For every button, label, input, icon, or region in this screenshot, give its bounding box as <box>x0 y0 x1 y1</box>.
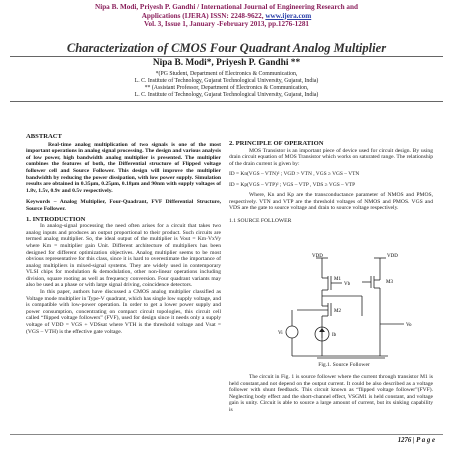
circuit-m2: M2 <box>334 309 341 314</box>
principle-text: MOS Transistor is an important piece of device used for circuit design. By using drain circuit equation of MOS Transistor which works on saturated range. The relationship of the drain current is given by: <box>229 147 433 167</box>
paper-authors: Nipa B. Modi*, Priyesh P. Gandhi ** <box>152 58 301 68</box>
source-follower-heading: 1.1 SOURCE FOLLOWER <box>229 217 292 224</box>
where-text: Where, Kn and Kp are the transconductance parameter of NMOS and PMOS, respectively. VTN and VTP are the threshold voltages of NMOS and PMOS. VGS and VDS are the gate to source voltage and drain to source voltage respectively. <box>229 192 433 212</box>
source-follower-body: The circuit in Fig. 1 is source follower where the current through transistor M1 is held constant,and not depend on the output current. It could be also described as a voltage follower with shunt feedback. This circuit known as “flipped voltage follower”(FVF). Neglecting body effect and the short-channel effect, VSGM1 is held constant, and voltage gain is unity. Circuit is able to source a large amount of current, but its sinking capability is <box>229 374 433 413</box>
introduction-heading: 1. INTRODUCTION <box>26 215 86 223</box>
right-column-bottom <box>229 374 433 414</box>
abstract-heading: ABSTRACT <box>26 133 62 140</box>
equation-1: ID = Kn(VGS – VTN)² ; VGD > VTN , VGS ≥ VGS – VTN <box>229 171 360 178</box>
left-column <box>26 134 221 335</box>
affiliation-3: ** (Assistant Professor, Department of Electronics & Communication, <box>144 85 309 91</box>
current-arrow-icon <box>319 328 325 332</box>
journal-header <box>30 3 423 29</box>
footer-divider <box>10 434 443 435</box>
circuit-m3: M3 <box>386 280 393 285</box>
affiliation-1: *(PG Student, Department of Electronics & Communication, <box>155 71 298 77</box>
paper-title: Characterization of CMOS Four Quadrant Analog Multiplier <box>66 41 387 55</box>
circuit-vo: Vo <box>406 323 412 328</box>
figure-caption: Fig.1. Source Follower <box>318 362 370 368</box>
circuit-vdd-left: VDD <box>312 254 323 259</box>
abstract-text: Real-time analog multiplication of two signals is one of the most important operations in analog signal processing. The design and various analysis of low power, high bandwidth analog multiplier is presented. The multiplier combines the features of both, the Differential structure of Flipped voltage follower cell and Source Follower. This design will improve the multiplier bandwidth by reducing the power dissipation, with low power supply. Simulation results are obtained in 0.35μm, 0.25μm, 0.18μm and 90nm with supply voltages of 1.8v, 1.5v, 0.9v and 0.5v respectively. <box>26 141 221 194</box>
journal-line-1: Nipa B. Modi, Priyesh P. Gandhi / International Journal of Engineering Research and <box>95 3 358 11</box>
circuit-vi: Vi <box>278 331 283 336</box>
journal-link[interactable]: www.ijera.com <box>265 11 312 20</box>
circuit-vb: Vb <box>344 282 351 287</box>
affiliation-divider <box>10 101 443 102</box>
circuit-ib: Ib <box>332 333 337 338</box>
affiliation-4: L. C. Institute of Technology, Gujarat Technological University, Gujarat, India) <box>134 92 319 98</box>
journal-line-2: Applications (IJERA) ISSN: 2248-9622, www.ijera.com <box>141 11 312 20</box>
right-column-top <box>229 141 433 225</box>
equation-2: ID = Kp(VGS – VTP)² ; VGS – VTP , VDS ≥ VGS – VTP <box>229 181 356 188</box>
page-number: 1276 | P a g e <box>397 437 435 444</box>
keywords: Keywords – Analog Multiplier, Four-Quadrant, FVF Differential Structure, Source Follower. <box>26 199 221 212</box>
journal-line-3: Vol. 3, Issue 1, January -February 2013, pp.1276-1281 <box>143 20 310 29</box>
introduction-paragraph-1: In analog-signal processing the need often arises for a circuit that takes two analog inputs and produces an output proportional to their product. Such circuits are termed analog multiplier. So, the ideal output of the multiplier is Vout = Km·VxVy where Km = multiplier gain Unit. Different architecture of multipliers has been designed for different optimization objectives. Analog multiplier seems to be most obvious representative for this class, since it is hard to overestimate the importance of analog multipliers in mixed-signal systems. They are widely used in contemporary VLSI chips for modulation & demodulation, other non-linear operations including division, square rooting as well as frequency conversion. Four quadrant variants may also be used as a phase or with large signal driving, coincidence detectors. <box>26 223 221 289</box>
affiliation-2: L. C. Institute of Technology, Gujarat Technological University, Gujarat, India) <box>134 78 319 84</box>
circuit-m1: M1 <box>334 277 341 282</box>
circuit-vdd-right: VDD <box>387 254 398 259</box>
principle-heading: 2. PRINCIPLE OF OPERATION <box>229 140 324 147</box>
journal-issn: Applications (IJERA) ISSN: 2248-9622 <box>141 11 262 20</box>
source-follower-circuit <box>262 252 426 362</box>
title-divider <box>10 56 443 57</box>
introduction-paragraph-2: In this paper, authors have discussed a CMOS analog multiplier classified as Voltage mode multiplier in Type-V quadrant, which has single low supply voltage, and is compatible with low-power operation. In order to get a lower power supply and power consumption, concentrating on compact circuit topologies, this circuit cell called “flipped voltage followers” (FVF), used for design since it needs only a supply voltage of VDD = VGS + VDSsat where VTH is the threshold voltage and Vsat = (VGS – VTH) is the effective gate voltage. <box>26 289 221 335</box>
